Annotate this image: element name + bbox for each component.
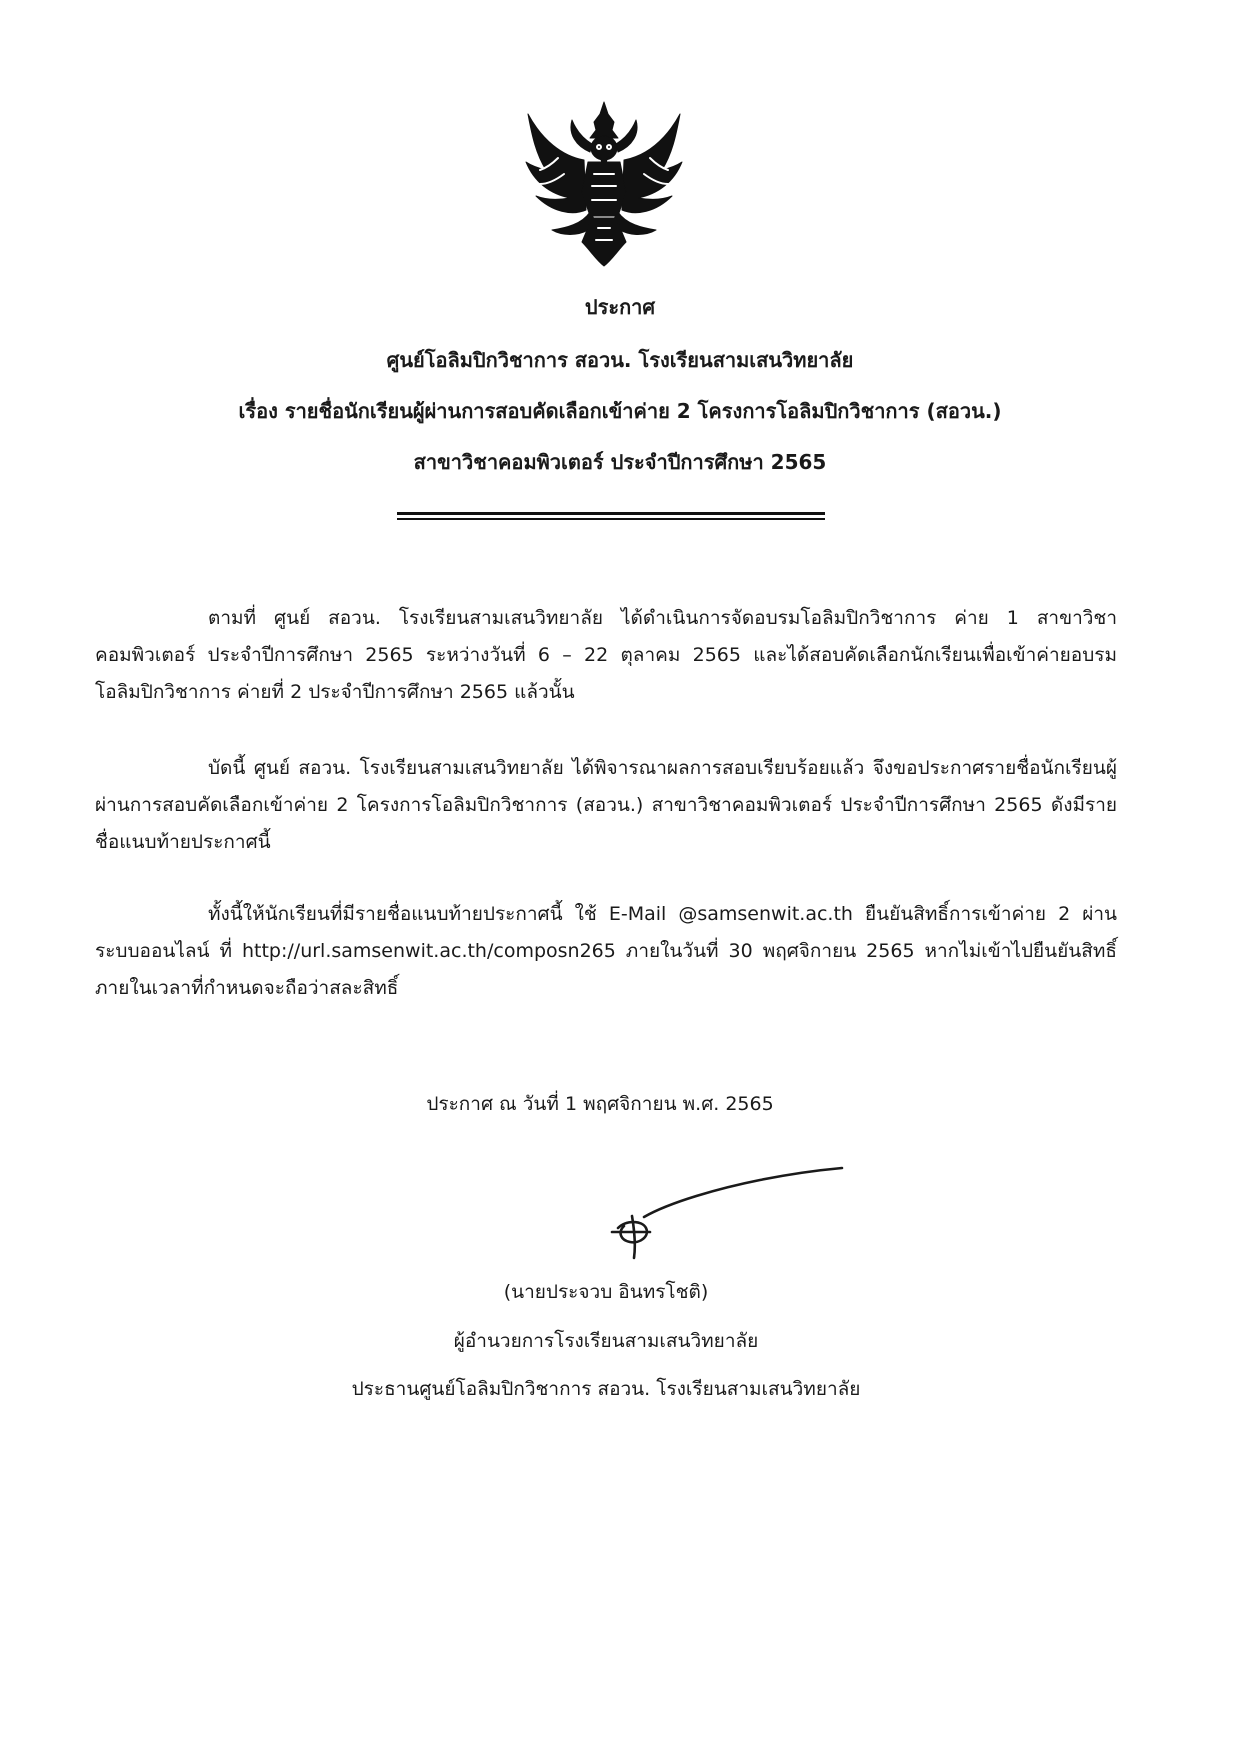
document-title: ประกาศ (584, 295, 656, 319)
subject-line: เรื่อง รายชื่อนักเรียนผู้ผ่านการสอบคัดเลือกเข้าค่าย 2 โครงการโอลิมปิกวิชาการ (สอวน.) (238, 399, 1002, 423)
body-paragraph-2: บัดนี้ ศูนย์ สอวน. โรงเรียนสามเสนวิทยาลัย ได้พิจารณาผลการสอบเรียบร้อยแล้ว จึงขอประกาศรายชื่อนักเรียนผู้ผ่านการสอบคัดเลือกเข้าค่าย 2 โครงการโอลิมปิกวิชาการ (สอวน.) สาขาวิชาคอมพิวเตอร์ ประจำปีการศึกษา 2565 ดังมีรายชื่อแนบท้ายประกาศนี้ (95, 757, 1117, 853)
issuer-line: ศูนย์โอลิมปิกวิชาการ สอวน. โรงเรียนสามเสนวิทยาลัย (386, 348, 854, 372)
signatory-position-chair: ประธานศูนย์โอลิมปิกวิชาการ สอวน. โรงเรียนสามเสนวิทยาลัย (351, 1378, 861, 1400)
garuda-emblem-icon (522, 100, 686, 268)
signatory-position-director: ผู้อำนวยการโรงเรียนสามเสนวิทยาลัย (453, 1330, 759, 1352)
header-divider-bottom (397, 518, 825, 520)
signature-icon (600, 1162, 850, 1260)
announcement-date: ประกาศ ณ วันที่ 1 พฤศจิกายน พ.ศ. 2565 (426, 1093, 774, 1115)
header-divider-top (397, 512, 825, 515)
signatory-name: (นายประจวบ อินทรโชติ) (503, 1281, 709, 1303)
branch-year-line: สาขาวิชาคอมพิวเตอร์ ประจำปีการศึกษา 2565 (413, 450, 827, 474)
body-paragraph-3: ทั้งนี้ให้นักเรียนที่มีรายชื่อแนบท้ายประกาศนี้ ใช้ E-Mail @samsenwit.ac.th ยืนยันสิทธิ์การเข้าค่าย 2 ผ่านระบบออนไลน์ ที่ http://url.samsenwit.ac.th/composn265 ภายในวันที่ 30 พฤศจิกายน 2565 หากไม่เข้าไปยืนยันสิทธิ์ภายในเวลาที่กำหนดจะถือว่าสละสิทธิ์ (95, 903, 1117, 999)
body-paragraph-1: ตามที่ ศูนย์ สอวน. โรงเรียนสามเสนวิทยาลัย ได้ดำเนินการจัดอบรมโอลิมปิกวิชาการ ค่าย 1 สาขาวิชาคอมพิวเตอร์ ประจำปีการศึกษา 2565 ระหว่างวันที่ 6 – 22 ตุลาคม 2565 และได้สอบคัดเลือกนักเรียนเพื่อเข้าค่ายอบรมโอลิมปิกวิชาการ ค่ายที่ 2 ประจำปีการศึกษา 2565 แล้วนั้น (95, 607, 1117, 703)
